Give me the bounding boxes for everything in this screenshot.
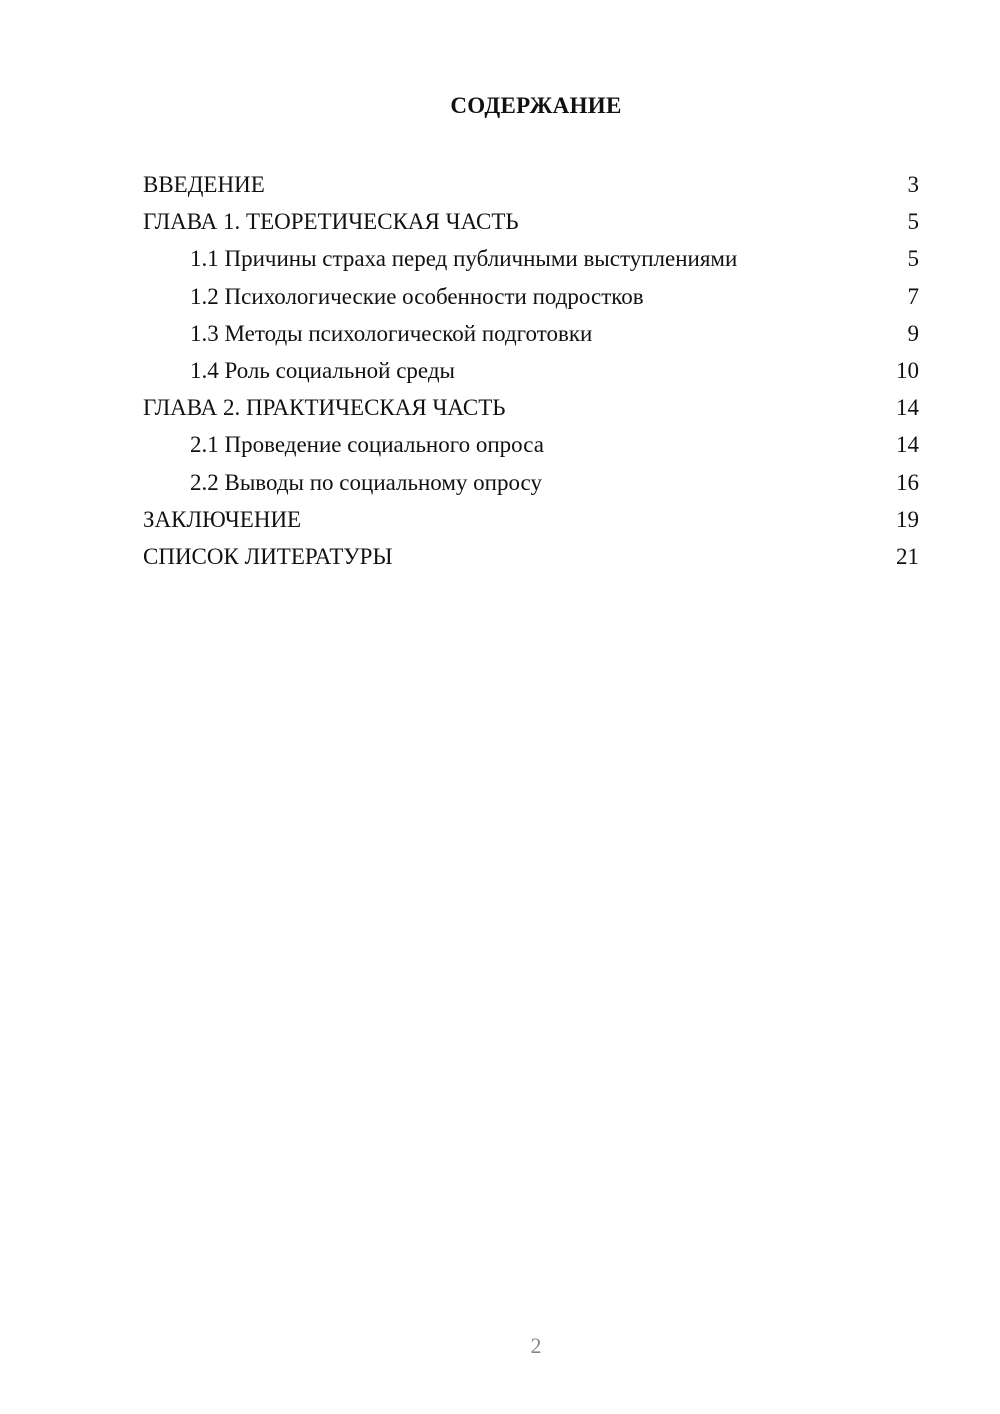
- toc-entry-label: 1.4 Роль социальной среды: [190, 357, 455, 383]
- toc-entry-page: 14: [896, 395, 919, 421]
- toc-entry-page: 5: [907, 246, 919, 272]
- toc-entry-chapter-2: [143, 389, 919, 426]
- toc-title: СОДЕРЖАНИЕ: [450, 93, 622, 118]
- toc-entry-page: 9: [907, 320, 919, 346]
- toc-entry-conclusion: [143, 501, 919, 538]
- toc-entry-section-2-2: [143, 464, 919, 501]
- toc-entry-chapter-1: [143, 203, 919, 240]
- page-number: 2: [530, 1333, 542, 1358]
- toc-entry-section-1-1: [143, 240, 919, 277]
- toc-entry-label: ГЛАВА 1. ТЕОРЕТИЧЕСКАЯ ЧАСТЬ: [143, 209, 519, 235]
- toc-entry-section-1-2: [143, 278, 919, 315]
- toc-entry-page: 5: [907, 209, 919, 235]
- toc-entry-references: [143, 538, 919, 575]
- toc-entry-label: 1.2 Психологические особенности подростков: [190, 283, 644, 309]
- toc-entry-page: 3: [907, 172, 919, 197]
- toc-entry-section-1-4: [143, 352, 919, 389]
- toc-entry-page: 7: [907, 283, 919, 309]
- toc-entry-page: 21: [896, 543, 919, 569]
- toc-entry-page: 10: [896, 357, 919, 383]
- toc-entry-label: ЗАКЛЮЧЕНИЕ: [143, 506, 302, 532]
- toc-entry-label: 2.2 Выводы по социальному опросу: [190, 469, 542, 495]
- toc-entry-page: 14: [896, 432, 919, 458]
- toc-entry-section-2-1: [143, 426, 919, 463]
- toc-entry-label: ГЛАВА 2. ПРАКТИЧЕСКАЯ ЧАСТЬ: [143, 395, 506, 421]
- toc-entry-label: 1.1 Причины страха перед публичными выступлениями: [190, 246, 738, 272]
- toc-entry-page: 16: [896, 469, 919, 495]
- toc-entry-label: 2.1 Проведение социального опроса: [190, 432, 544, 458]
- toc-entry-label: СПИСОК ЛИТЕРАТУРЫ: [143, 543, 393, 569]
- table-of-contents: [143, 166, 919, 575]
- toc-entry-section-1-3: [143, 315, 919, 352]
- toc-entry-page: 19: [896, 506, 919, 532]
- toc-entry-introduction: [143, 166, 919, 203]
- toc-entry-label: ВВЕДЕНИЕ: [143, 172, 265, 197]
- toc-entry-label: 1.3 Методы психологической подготовки: [190, 320, 593, 346]
